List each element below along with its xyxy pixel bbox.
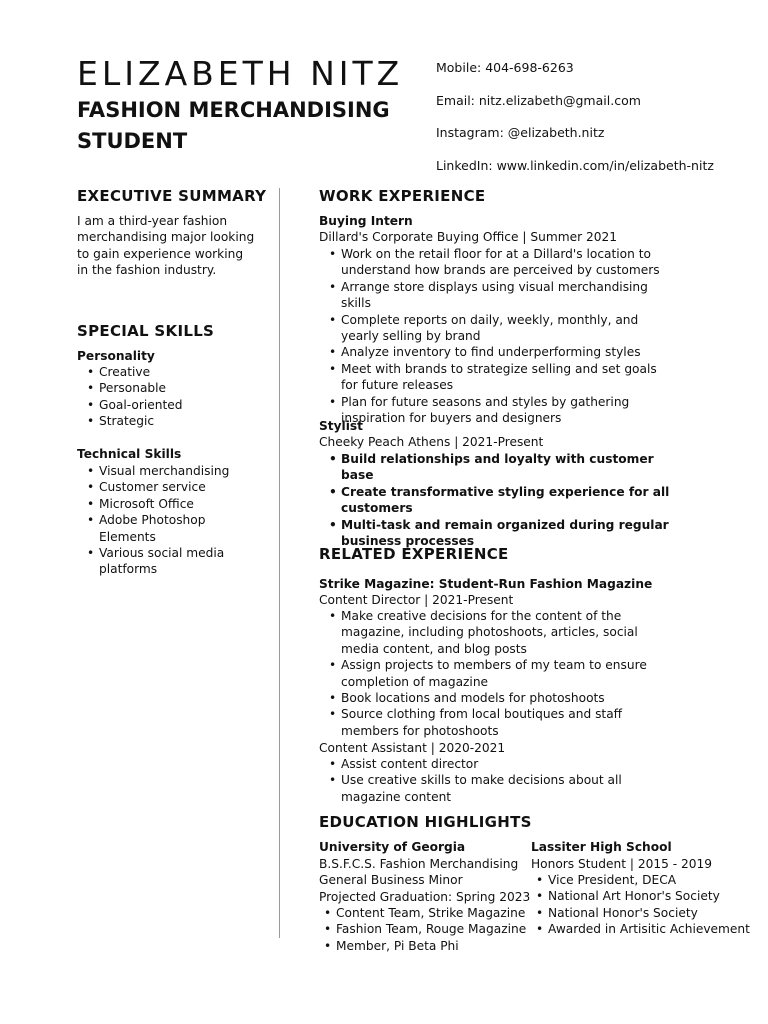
list-item: • National Honor's Society (548, 905, 763, 921)
list-item: • Awarded in Artisitic Achievement (548, 921, 763, 937)
role1-list (341, 608, 671, 739)
summary-heading: EXECUTIVE SUMMARY (77, 187, 267, 205)
personality-label: Personality (77, 349, 155, 363)
list-item: • Customer service (99, 479, 239, 495)
list-item: • Work on the retail floor for at a Dillard's location to understand how brands are perceived by customers (341, 246, 671, 279)
hs-name: Lassiter High School (531, 840, 672, 854)
list-item: • Personable (99, 380, 269, 396)
uga-degree: B.S.F.C.S. Fashion Merchandising (319, 857, 519, 871)
summary-text: I am a third-year fashion merchandising major looking to gain experience working in the fashion industry. (77, 214, 255, 278)
list-item: • Goal-oriented (99, 397, 269, 413)
hs-list (548, 872, 763, 938)
job2-list (341, 451, 671, 549)
list-item: • Arrange store displays using visual merchandising skills (341, 279, 671, 312)
list-item: • Vice President, DECA (548, 872, 763, 888)
uga-minor: General Business Minor (319, 873, 463, 887)
list-item: • Assign projects to members of my team to ensure completion of magazine (341, 657, 671, 690)
list-item: • Analyze inventory to find underperforming styles (341, 344, 671, 360)
contact-email: Email: nitz.elizabeth@gmail.com (436, 93, 641, 108)
related-org: Strike Magazine: Student-Run Fashion Magazine (319, 577, 653, 591)
related-role2: Content Assistant | 2020-2021 (319, 741, 506, 755)
job1-title: Buying Intern (319, 214, 413, 228)
list-item: • Microsoft Office (99, 496, 239, 512)
list-item: • Build relationships and loyalty with customer base (341, 451, 671, 484)
hs-line: Honors Student | 2015 - 2019 (531, 857, 713, 871)
list-item: • Book locations and models for photoshoots (341, 690, 671, 706)
list-item: • Make creative decisions for the content of the magazine, including photoshoots, articles, social media content, and blog posts (341, 608, 671, 657)
list-item: • Source clothing from local boutiques and staff members for photoshoots (341, 706, 671, 739)
list-item: • Various social media platforms (99, 545, 239, 578)
related-role1: Content Director | 2021-Present (319, 593, 514, 607)
list-item: • Complete reports on daily, weekly, monthly, and yearly selling by brand (341, 312, 671, 345)
uga-list (336, 905, 531, 954)
role2-list (341, 756, 671, 805)
list-item: • Content Team, Strike Magazine (336, 905, 531, 921)
list-item: • Fashion Team, Rouge Magazine (336, 921, 531, 937)
list-item: • Create transformative styling experience for all customers (341, 484, 671, 517)
skills-heading: SPECIAL SKILLS (77, 322, 215, 340)
list-item: • Creative (99, 364, 269, 380)
column-divider (279, 188, 280, 938)
list-item: • Assist content director (341, 756, 671, 772)
job2-org: Cheeky Peach Athens | 2021-Present (319, 435, 544, 449)
list-item: • Adobe Photoshop Elements (99, 512, 239, 545)
uga-name: University of Georgia (319, 840, 466, 854)
job1-list (341, 246, 671, 426)
list-item: • Strategic (99, 413, 269, 429)
list-item: • Use creative skills to make decisions about all magazine content (341, 772, 671, 805)
list-item: • Plan for future seasons and styles by gathering inspiration for buyers and designers (341, 394, 671, 427)
personality-list (99, 364, 269, 430)
candidate-name: ELIZABETH NITZ (77, 54, 404, 93)
list-item: • Meet with brands to strategize selling and set goals for future releases (341, 361, 671, 394)
list-item: • Multi-task and remain organized during regular business processes (341, 517, 671, 550)
work-heading: WORK EXPERIENCE (319, 187, 486, 205)
contact-mobile: Mobile: 404-698-6263 (436, 60, 574, 75)
list-item: • National Art Honor's Society (548, 888, 763, 904)
candidate-title: FASHION MERCHANDISING STUDENT (77, 98, 390, 153)
contact-linkedin: LinkedIn: www.linkedin.com/in/elizabeth-nitz (436, 158, 714, 173)
technical-label: Technical Skills (77, 447, 182, 461)
list-item: • Member, Pi Beta Phi (336, 938, 531, 954)
related-heading: RELATED EXPERIENCE (319, 545, 509, 563)
list-item: • Visual merchandising (99, 463, 239, 479)
job2-title: Stylist (319, 419, 363, 433)
uga-graduation: Projected Graduation: Spring 2023 (319, 890, 531, 904)
job1-org: Dillard's Corporate Buying Office | Summer 2021 (319, 230, 617, 244)
technical-list (99, 463, 239, 578)
education-heading: EDUCATION HIGHLIGHTS (319, 813, 532, 831)
contact-instagram: Instagram: @elizabeth.nitz (436, 125, 605, 140)
